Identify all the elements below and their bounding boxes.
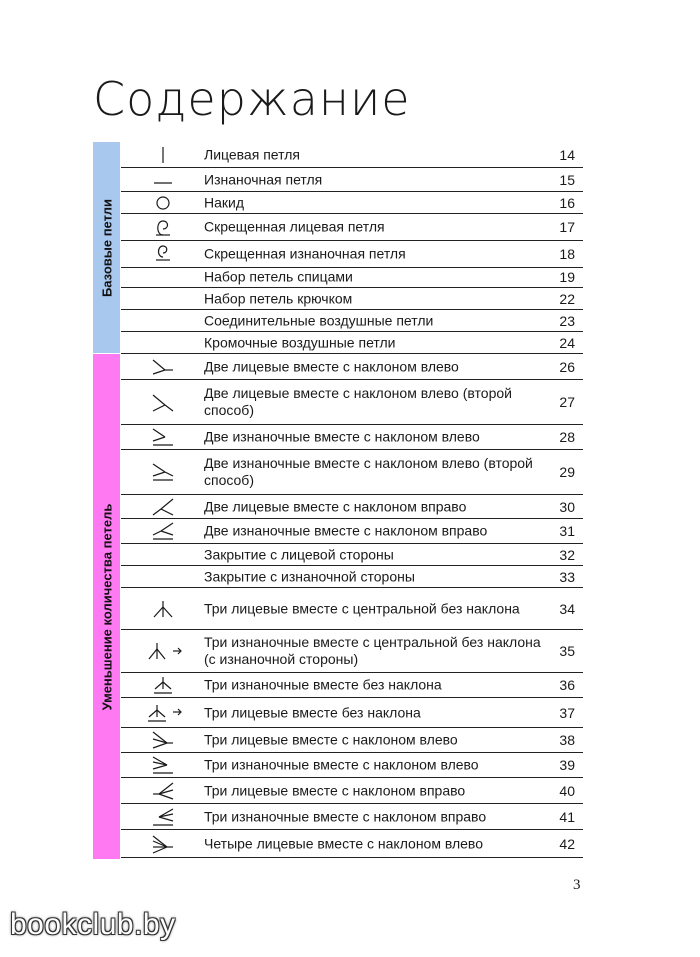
- toc-entry-page: 32: [559, 546, 575, 563]
- toc-row[interactable]: [121, 332, 583, 354]
- toc-entry-label: Закрытие с лицевой стороны: [204, 546, 394, 562]
- toc-entry-label: Две изнаночные вместе с наклоном влево (второй способ): [204, 455, 533, 488]
- purl-stitch-icon: [143, 169, 183, 191]
- toc-entry-page: 18: [559, 246, 575, 262]
- toc-row[interactable]: [121, 495, 583, 519]
- toc-entry-label: Три изнаночные вместе с центральной без наклона (с изнаночной стороны): [204, 634, 541, 667]
- toc-entry-label: Скрещенная изнаночная петля: [204, 245, 406, 262]
- toc-entry-page: 39: [559, 757, 575, 773]
- toc-row[interactable]: [121, 354, 583, 380]
- toc-entry-label: Три лицевые вместе с наклоном влево: [204, 731, 458, 748]
- p3tog-right-icon: [143, 806, 183, 828]
- toc-row[interactable]: [121, 588, 583, 630]
- page-title: Содержание: [93, 72, 411, 126]
- section-band-decrease: [93, 354, 120, 859]
- toc-row[interactable]: [121, 519, 583, 544]
- toc-row[interactable]: [121, 168, 583, 192]
- toc-entry-label: Две лицевые вместе с наклоном влево (второй способ): [204, 385, 512, 418]
- k3tog-arrow-icon: [143, 702, 183, 724]
- p3tog-center-wrong-side-icon: [143, 640, 183, 662]
- toc-row[interactable]: [121, 630, 583, 673]
- toc-entry-page: 31: [559, 523, 575, 539]
- page-number: 3: [573, 877, 581, 893]
- toc-entry-page: 34: [559, 600, 575, 617]
- k2tog-right-icon: [143, 496, 183, 518]
- toc-entry-page: 23: [559, 312, 575, 329]
- toc-entry-page: 24: [559, 334, 575, 351]
- section-label-basic: Базовые петли: [99, 198, 114, 297]
- toc-entry-page: 15: [559, 171, 575, 188]
- knit-stitch-icon: [143, 144, 183, 166]
- toc-row[interactable]: [121, 778, 583, 804]
- toc-row[interactable]: [121, 192, 583, 214]
- toc-entry-label: Изнаночная петля: [204, 171, 323, 187]
- toc-entry-page: 36: [559, 677, 575, 693]
- watermark: bookclub.by: [10, 908, 176, 941]
- toc-entry-page: 26: [559, 358, 575, 375]
- toc-row[interactable]: [121, 288, 583, 310]
- toc-entry-page: 33: [559, 568, 575, 585]
- yarn-over-icon: [143, 192, 183, 214]
- toc-entry-page: 29: [559, 464, 575, 480]
- toc-entry-label: Накид: [204, 194, 245, 210]
- toc-row[interactable]: [121, 310, 583, 332]
- toc-entry-page: 30: [559, 498, 575, 515]
- toc-entry-page: 42: [559, 835, 575, 852]
- toc-entry-page: 28: [559, 429, 575, 445]
- toc-entry-label: Лицевая петля: [204, 146, 300, 162]
- toc-entry-label: Скрещенная лицевая петля: [204, 218, 385, 235]
- toc-row[interactable]: [121, 267, 583, 288]
- toc-entry-label: Три изнаночные вместе с наклоном влево: [204, 756, 479, 773]
- toc-entry-page: 38: [559, 732, 575, 748]
- section-band-basic: [93, 142, 120, 353]
- k3tog-left-icon: [143, 729, 183, 751]
- k2tog-left-icon: [143, 356, 183, 378]
- toc-entry-label: Четыре лицевые вместе с наклоном влево: [204, 835, 483, 851]
- toc-row[interactable]: [121, 753, 583, 778]
- toc-entry-label: Кромочные воздушные петли: [204, 334, 396, 350]
- toc-entry-page: 17: [559, 219, 575, 235]
- toc-row[interactable]: [121, 380, 583, 425]
- toc-entry-page: 27: [559, 394, 575, 410]
- toc-entry-page: 16: [559, 194, 575, 211]
- toc-entry-label: Две изнаночные вместе с наклоном вправо: [204, 522, 488, 539]
- p2tog-left-alt-icon: [143, 461, 183, 483]
- p3tog-left-icon: [143, 754, 183, 776]
- k3tog-center-icon: [143, 598, 183, 620]
- section-label-decrease: Уменьшение количества петель: [99, 503, 114, 710]
- toc-entry-page: 14: [559, 146, 575, 163]
- toc-row[interactable]: [121, 804, 583, 830]
- toc-entry-page: 41: [559, 808, 575, 825]
- k2tog-left-alt-icon: [143, 391, 183, 413]
- toc-entry-label: Три лицевые вместе без наклона: [204, 704, 421, 720]
- toc-row[interactable]: [121, 830, 583, 858]
- toc-entry-page: 40: [559, 782, 575, 799]
- k4tog-left-icon: [143, 833, 183, 855]
- toc-row[interactable]: [121, 241, 583, 268]
- toc-entry-label: Две лицевые вместе с наклоном влево: [204, 358, 459, 374]
- toc-entry-label: Три изнаночные вместе без наклона: [204, 676, 442, 693]
- toc-entry-label: Три изнаночные вместе с наклоном вправо: [204, 808, 487, 824]
- p2tog-right-icon: [143, 520, 183, 542]
- toc-entry-page: 19: [559, 269, 575, 285]
- p2tog-left-icon: [143, 426, 183, 448]
- toc-row[interactable]: [121, 142, 583, 168]
- toc-entry-label: Соединительные воздушные петли: [204, 312, 434, 328]
- p3tog-icon: [143, 674, 183, 696]
- toc-row[interactable]: [121, 673, 583, 698]
- toc-row[interactable]: [121, 566, 583, 588]
- toc-row[interactable]: [121, 698, 583, 728]
- k3tog-right-icon: [143, 780, 183, 802]
- toc-entry-label: Две изнаночные вместе с наклоном влево: [204, 428, 480, 445]
- twisted-purl-icon: [143, 243, 183, 265]
- toc-entry-label: Закрытие с изнаночной стороны: [204, 568, 415, 584]
- toc-entry-page: 35: [559, 643, 575, 659]
- toc-entry-label: Три лицевые вместе с центральной без наклона: [204, 600, 520, 616]
- toc-row[interactable]: [121, 544, 583, 566]
- toc-row[interactable]: [121, 450, 583, 495]
- toc-entry-label: Набор петель спицами: [204, 268, 353, 285]
- toc-row[interactable]: [121, 728, 583, 753]
- toc-entry-label: Три лицевые вместе с наклоном вправо: [204, 782, 466, 798]
- toc-entry-label: Набор петель крючком: [204, 290, 353, 306]
- toc-row[interactable]: [121, 425, 583, 450]
- toc-entry-page: 22: [559, 290, 575, 307]
- toc-entry-label: Две лицевые вместе с наклоном вправо: [204, 498, 467, 514]
- toc-row[interactable]: [121, 214, 583, 241]
- twisted-knit-icon: [143, 216, 183, 238]
- toc-entry-page: 37: [559, 704, 575, 721]
